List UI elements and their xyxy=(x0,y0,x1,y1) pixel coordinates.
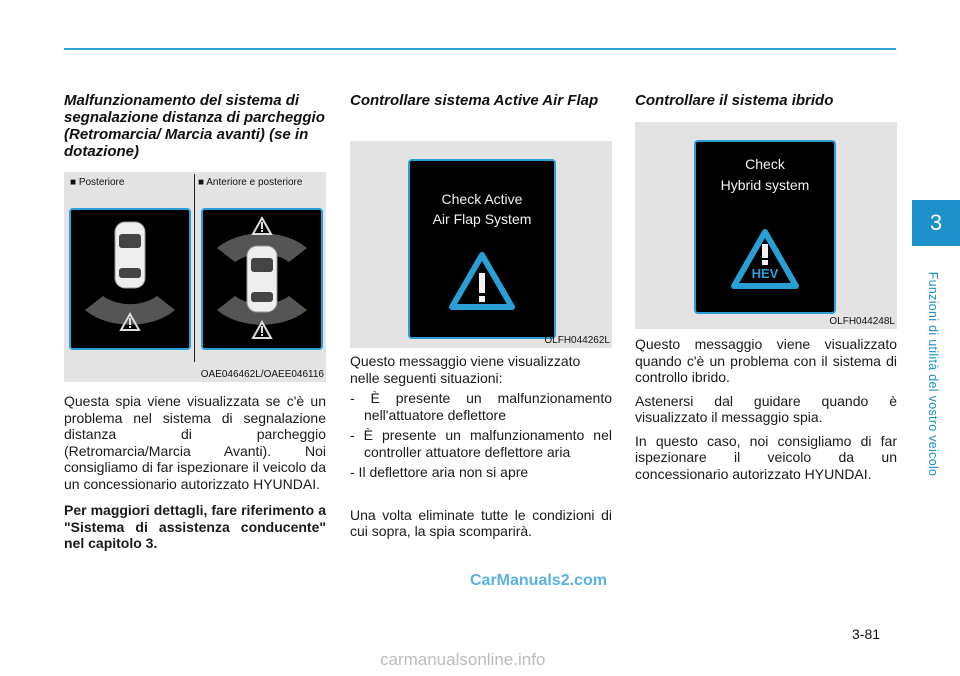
heading-air-flap: Controllare sistema Active Air Flap xyxy=(350,92,599,109)
paragraph-parking-1: Questa spia viene visualizzata se c'è un problema nel sistema di segnalazione distanza di parcheggio (Retromarcia/Marcia Avanti). Noi consigliamo di far ispezionare il veicolo da un concessionario autorizzato HYUNDAI. xyxy=(64,393,326,492)
air-flap-line2: Air Flap System xyxy=(432,211,532,227)
figure-hybrid xyxy=(635,122,897,329)
hybrid-line2: Hybrid system xyxy=(720,177,810,193)
warning-icon xyxy=(448,251,516,311)
paragraph-air-flap-outro: Una volta eliminate tutte le condizioni di cui sopra, la spia scomparirà. xyxy=(350,506,612,539)
figure-divider xyxy=(194,174,195,362)
label-rear: ■ Posteriore xyxy=(70,177,125,188)
air-flap-screen xyxy=(408,159,556,339)
figure-code: OLFH044262L xyxy=(544,335,610,346)
paragraph-hybrid-2: Astenersi dal guidare quando è visualizzato il messaggio spia. xyxy=(635,392,897,425)
heading-hybrid: Controllare il sistema ibrido xyxy=(635,92,834,109)
chapter-side-title xyxy=(923,256,943,492)
watermark-link[interactable]: CarManuals2.com xyxy=(470,572,607,589)
label-front-rear: ■ Anteriore e posteriore xyxy=(198,177,303,188)
front-rear-sensor-screen xyxy=(201,208,323,350)
hybrid-line1: Check xyxy=(745,156,785,172)
column-parking-text xyxy=(64,393,326,552)
page-number: 3-81 xyxy=(852,626,881,642)
rear-sensor-screen xyxy=(69,208,191,350)
column-air-flap xyxy=(350,92,612,109)
column-hybrid-text xyxy=(635,336,897,482)
paragraph-air-flap-intro: Questo messaggio viene visualizzato nelle seguenti situazioni: xyxy=(350,353,581,386)
chapter-title: Funzioni di utilità del vostro veicolo xyxy=(926,271,940,477)
top-rule xyxy=(64,48,896,50)
hybrid-screen xyxy=(694,140,836,314)
air-flap-bullets xyxy=(350,390,612,481)
heading-parking-malfunction: Malfunzionamento del sistema di segnalazione distanza di parcheggio (Retromarcia/ Marcia avanti) (se in dotazione) xyxy=(64,92,325,160)
paragraph-hybrid-1: Questo messaggio viene visualizzato quando c'è un problema con il sistema di controllo ibrido. xyxy=(635,336,897,385)
list-item: - Il deflettore aria non si apre xyxy=(350,464,529,480)
rear-sensor-graphic xyxy=(71,210,189,348)
chapter-tab[interactable] xyxy=(912,200,960,246)
column-air-flap-text xyxy=(350,353,612,540)
figure-code: OLFH044248L xyxy=(829,316,895,327)
list-item: - È presente un malfunzionamento nell'attuatore deflettore xyxy=(350,390,612,423)
paragraph-hybrid-3: In questo caso, noi consigliamo di far ispezionare il veicolo da un concessionario autorizzato HYUNDAI. xyxy=(635,432,897,482)
air-flap-line1: Check Active xyxy=(441,191,523,207)
footer-watermark: carmanualsonline.info xyxy=(380,650,546,669)
hev-badge: HEV xyxy=(751,266,779,281)
warning-icon xyxy=(253,218,271,234)
paragraph-parking-2: Per maggiori dettagli, fare riferimento a "Sistema di assistenza conducente" nel capitolo 3. xyxy=(64,502,326,551)
front-rear-sensor-graphic xyxy=(203,210,321,348)
figure-air-flap xyxy=(350,141,612,348)
figure-parking-sensor xyxy=(64,172,326,382)
list-item: - È presente un malfunzionamento nel controller attuatore deflettore aria xyxy=(350,427,612,460)
figure-code: OAE046462L/OAEE046116 xyxy=(200,369,324,380)
chapter-number: 3 xyxy=(929,210,943,235)
column-parking-sensor xyxy=(64,92,326,160)
column-hybrid xyxy=(635,92,897,109)
